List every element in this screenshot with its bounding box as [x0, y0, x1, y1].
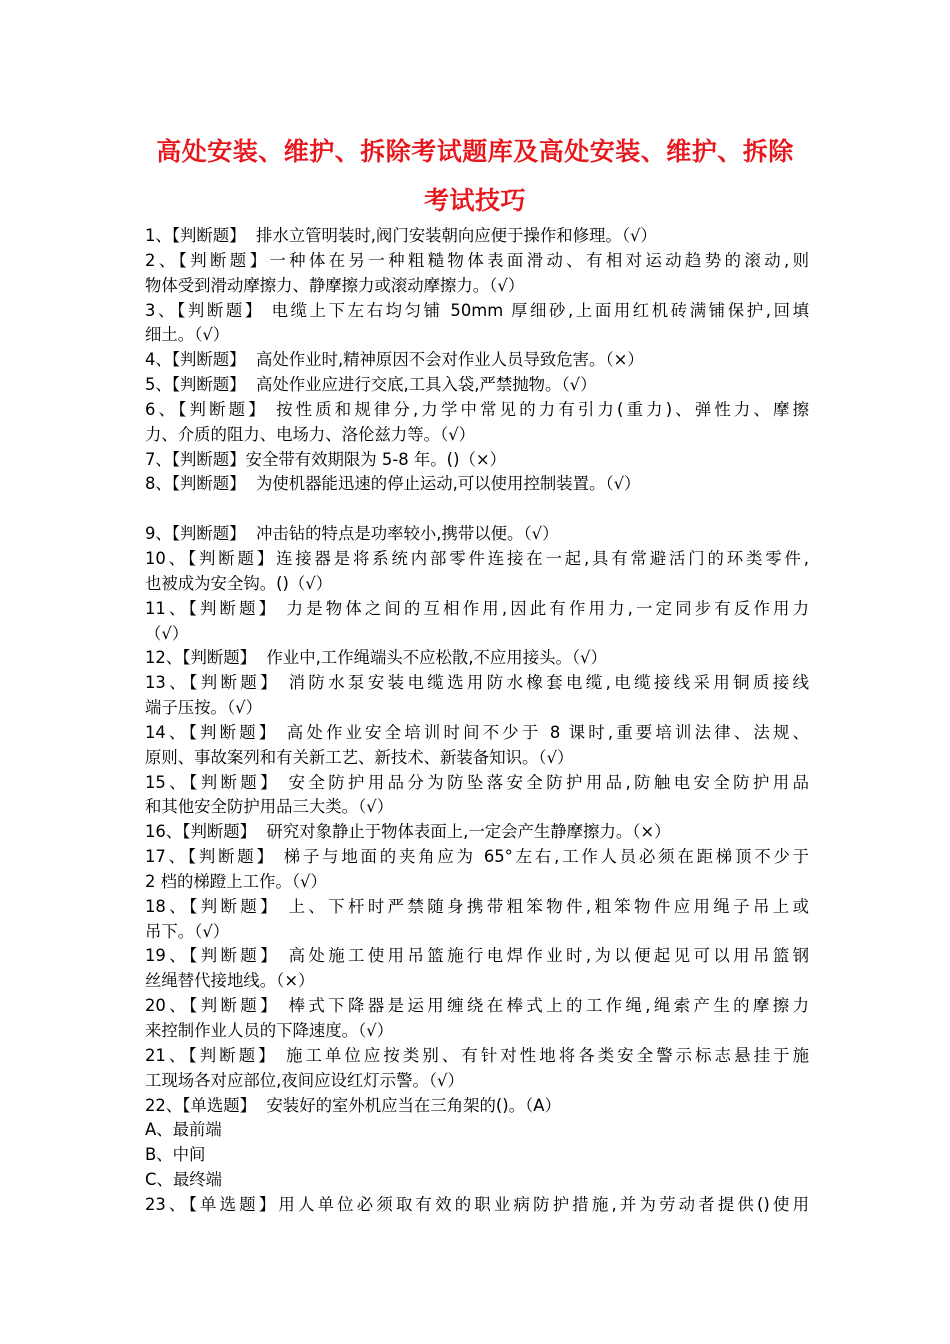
text-line: 22、【单选题】 安装好的室外机应当在三角架的()。（A） [145, 1095, 561, 1115]
text-line: （√） [145, 623, 189, 643]
text-line: 7、【判断题】安全带有效期限为 5-8 年。()（×） [145, 449, 506, 469]
text-line: 11、【判断题】 力是物体之间的互相作用,因此有作用力,一定同步有反作用力 [145, 598, 809, 618]
text-line: 18、【判断题】 上、下杆时严禁随身携带粗笨物件,粗笨物件应用绳子吊上或 [145, 896, 809, 916]
text-line: 和其他安全防护用品三大类。（√） [145, 797, 394, 817]
text-line: 3、【判断题】 电缆上下左右均匀铺 50mm 厚细砂,上面用红机砖满铺保护,回填 [145, 300, 809, 320]
document-title-line-2: 考试技巧 [423, 186, 526, 215]
text-line: 6、【判断题】 按性质和规律分,力学中常见的力有引力(重力)、弹性力、摩擦 [145, 399, 809, 419]
text-line: 12、【判断题】 作业中,工作绳端头不应松散,不应用接头。（√） [145, 648, 607, 668]
blank-line [145, 497, 809, 522]
text-line: 工现场各对应部位,夜间应设红灯示警。（√） [145, 1070, 464, 1090]
text-line: 丝绳替代接地线。（×） [145, 971, 315, 991]
text-line: 1、【判断题】 排水立管明装时,阀门安装朝向应便于操作和修理。（√） [145, 226, 657, 245]
text-line: 吊下。（√） [145, 921, 230, 941]
text-line: 端子压按。（√） [145, 698, 262, 718]
option-line: A、最前端 [145, 1120, 222, 1140]
text-line: 原则、事故案列和有关新工艺、新技术、新装备知识。（√） [145, 747, 574, 767]
text-line: 20、【判断题】 棒式下降器是运用缠绕在棒式上的工作绳,绳索产生的摩擦力 [145, 996, 809, 1016]
document-title-line-1: 高处安装、维护、拆除考试题库及高处安装、维护、拆除 [156, 137, 794, 166]
text-line: 力、介质的阻力、电场力、洛伦兹力等。（√） [145, 424, 476, 444]
text-line: 5、【判断题】 高处作业应进行交底,工具入袋,严禁抛物。（√） [145, 375, 597, 395]
text-line: 来控制作业人员的下降速度。（√） [145, 1021, 394, 1040]
text-line: 14、【判断题】 高处作业安全培训时间不少于 8 课时,重要培训法律、法规、 [145, 722, 809, 742]
text-line: 9、【判断题】 冲击钻的特点是功率较小,携带以便。（√） [145, 524, 559, 544]
text-line: 2 档的梯蹬上工作。（√） [145, 871, 327, 891]
text-line: 10、【判断题】连接器是将系统内部零件连接在一起,具有常避活门的环类零件, [145, 548, 809, 568]
text-line: 15、【判断题】 安全防护用品分为防坠落安全防护用品,防触电安全防护用品 [145, 772, 809, 792]
text-line: 17、【判断题】 梯子与地面的夹角应为 65°左右,工作人员必须在距梯顶不少于 [145, 847, 809, 867]
text-line: 21、【判断题】 施工单位应按类别、有针对性地将各类安全警示标志悬挂于施 [145, 1045, 809, 1065]
option-line: B、中间 [145, 1145, 206, 1165]
question-list [145, 224, 809, 1218]
option-line: C、最终端 [145, 1170, 223, 1190]
text-line: 2、【判断题】一种体在另一种粗糙物体表面滑动、有相对运动趋势的滚动,则 [145, 250, 809, 270]
text-line: 4、【判断题】 高处作业时,精神原因不会对作业人员导致危害。（×） [145, 350, 644, 370]
text-line: 19、【判断题】 高处施工使用吊篮施行电焊作业时,为以便起见可以用吊篮钢 [145, 946, 809, 966]
text-line: 8、【判断题】 为使机器能迅速的停止运动,可以使用控制装置。（√） [145, 474, 641, 494]
text-line: 物体受到滑动摩擦力、静摩擦力或滚动摩擦力。（√） [145, 275, 525, 295]
text-line: 细土。（√） [145, 325, 230, 345]
text-line: 23、【单选题】用人单位必须取有效的职业病防护措施,并为劳动者提供()使用 [145, 1194, 809, 1214]
text-line: 也被成为安全钩。()（√） [145, 573, 333, 593]
text-line: 16、【判断题】 研究对象静止于物体表面上,一定会产生静摩擦力。（×） [145, 822, 671, 842]
text-line: 13、【判断题】 消防水泵安装电缆选用防水橡套电缆,电缆接线采用铜质接线 [145, 673, 809, 693]
